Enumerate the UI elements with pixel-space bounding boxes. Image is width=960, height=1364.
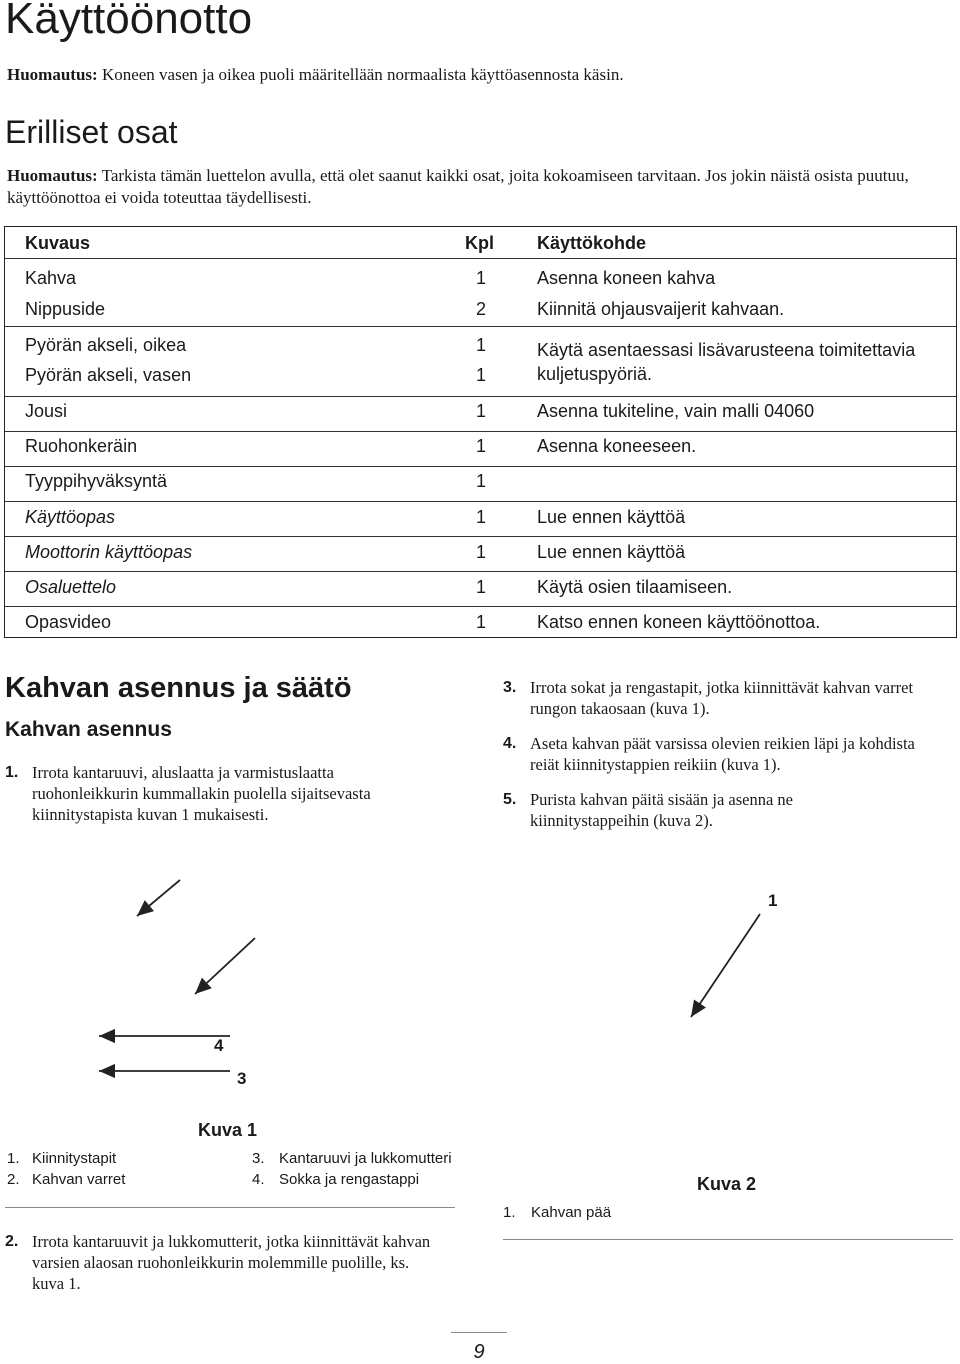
figure-2-callout: 1	[768, 891, 778, 910]
step-number: 4.	[503, 735, 517, 752]
step-text: Irrota kantaruuvit ja lukkomutterit, jotka kiinnittävät kahvan varsien alaosan ruohonleikkurin molemmille puolille, ks. kuva 1.	[32, 1232, 431, 1293]
table-cell-description: Moottorin käyttöopas	[25, 542, 193, 562]
table-cell-quantity: 1	[475, 577, 486, 597]
figure-2-illustration	[640, 900, 780, 1030]
table-cell-usage: Käytä asentaessasi lisävarusteena toimitettavia kuljetuspyöriä.	[537, 340, 916, 384]
table-cell-description: Pyörän akseli, vasen	[25, 365, 192, 385]
subsection-title-handle: Kahvan asennus	[5, 718, 172, 741]
table-cell-usage: Katso ennen koneen käyttöönottoa.	[537, 612, 821, 632]
note-checklist	[7, 165, 952, 209]
figure-2-legend-text: Kahvan pää	[531, 1204, 612, 1221]
figure-1-legend-number: 1.	[7, 1150, 20, 1167]
note-sides	[7, 64, 952, 86]
table-cell-description: Ruohonkeräin	[25, 436, 138, 456]
table-cell-usage: Asenna koneeseen.	[537, 436, 697, 456]
table-divider	[5, 396, 956, 397]
table-cell-usage: Asenna koneen kahva	[537, 268, 716, 288]
callout-arrow	[195, 938, 255, 994]
step-number: 5.	[503, 791, 517, 808]
note-label: Huomautus:	[7, 166, 98, 185]
figure-1-callout: 3	[237, 1069, 247, 1088]
column-header-quantity: Kpl	[465, 233, 494, 253]
table-divider	[5, 606, 956, 607]
page-number: 9	[451, 1332, 507, 1364]
table-cell-quantity: 1	[475, 507, 486, 527]
table-divider	[5, 466, 956, 467]
figure-1-legend-number: 3.	[252, 1150, 265, 1167]
table-divider	[5, 501, 956, 502]
figure-1-legend-text: Kiinnitystapit	[32, 1150, 117, 1167]
table-cell-description: Nippuside	[25, 299, 106, 319]
callout-arrow	[691, 914, 760, 1017]
figure-2-rule	[503, 1239, 953, 1240]
figure-2-title: Kuva 2	[697, 1174, 757, 1194]
table-cell-description: Käyttöopas	[25, 507, 116, 527]
table-cell-quantity: 1	[475, 365, 486, 385]
table-cell-usage: Käytä osien tilaamiseen.	[537, 577, 733, 597]
note-label: Huomautus:	[7, 65, 98, 84]
note-text: Tarkista tämän luettelon avulla, että olet saanut kaikki osat, joita kokoamiseen tarvitaan. Jos jokin näistä osista puutuu, käyttöönottoa ei voida toteuttaa täydellisesti.	[7, 166, 909, 207]
table-cell-quantity: 1	[475, 612, 486, 632]
figure-1-callout: 4	[214, 1036, 224, 1055]
step-text: Irrota kantaruuvi, aluslaatta ja varmistuslaatta ruohonleikkurin kummallakin puolella sijaitsevasta kiinnitystapista kuvan 1 mukaisesti.	[32, 763, 371, 824]
step-text: Aseta kahvan päät varsissa olevien reikien läpi ja kohdista reiät kiinnitystappien reikiin (kuva 1).	[530, 734, 915, 774]
table-cell-quantity: 1	[475, 268, 486, 288]
table-cell-description: Kahva	[25, 268, 77, 288]
table-cell-quantity: 1	[475, 335, 486, 355]
table-cell-quantity: 1	[475, 401, 486, 421]
step-number: 1.	[5, 764, 19, 781]
table-divider	[5, 326, 956, 327]
column-header-usage: Käyttökohde	[537, 233, 647, 253]
table-divider	[5, 571, 956, 572]
figure-1-legend-text: Sokka ja rengastappi	[279, 1171, 420, 1188]
figure-1-legend-number: 4.	[252, 1171, 265, 1188]
column-header-description: Kuvaus	[25, 233, 91, 253]
table-cell-description: Jousi	[25, 401, 68, 421]
table-divider	[5, 258, 956, 259]
figure-1-legend-number: 2.	[7, 1171, 20, 1188]
callout-arrow	[137, 880, 180, 916]
step-text: Purista kahvan päitä sisään ja asenna ne kiinnitystappeihin (kuva 2).	[530, 790, 793, 830]
table-cell-quantity: 2	[475, 299, 486, 319]
table-cell-description: Osaluettelo	[25, 577, 117, 597]
step-number: 2.	[5, 1233, 19, 1250]
figure-1-title: Kuva 1	[198, 1120, 258, 1140]
table-cell-usage: Lue ennen käyttöä	[537, 542, 686, 562]
table-cell-description: Opasvideo	[25, 612, 112, 632]
section-title-parts: Erilliset osat	[5, 114, 178, 150]
table-divider	[5, 431, 956, 432]
table-cell-quantity: 1	[475, 471, 486, 491]
figure-1-legend-text: Kahvan varret	[32, 1171, 126, 1188]
table-cell-usage: Kiinnitä ohjausvaijerit kahvaan.	[537, 299, 785, 319]
table-cell-quantity: 1	[475, 436, 486, 456]
table-divider	[5, 536, 956, 537]
figure-1-rule	[5, 1207, 455, 1208]
table-cell-description: Tyyppihyväksyntä	[25, 471, 168, 491]
step-number: 3.	[503, 679, 517, 696]
table-cell-usage: Lue ennen käyttöä	[537, 507, 686, 527]
section-title-handle: Kahvan asennus ja säätö	[5, 672, 352, 704]
note-text: Koneen vasen ja oikea puoli määritellään normaalista käyttöasennosta käsin.	[97, 65, 624, 84]
table-cell-usage: Asenna tukiteline, vain malli 04060	[537, 401, 815, 421]
figure-1-legend-text: Kantaruuvi ja lukkomutteri	[279, 1150, 452, 1167]
step-text: Irrota sokat ja rengastapit, jotka kiinnittävät kahvan varret rungon takaosaan (kuva 1).	[530, 678, 914, 718]
table-cell-quantity: 1	[475, 542, 486, 562]
page-title: Käyttöönotto	[5, 0, 253, 43]
table-cell-description: Pyörän akseli, oikea	[25, 335, 187, 355]
figure-2-legend-number: 1.	[503, 1204, 516, 1221]
